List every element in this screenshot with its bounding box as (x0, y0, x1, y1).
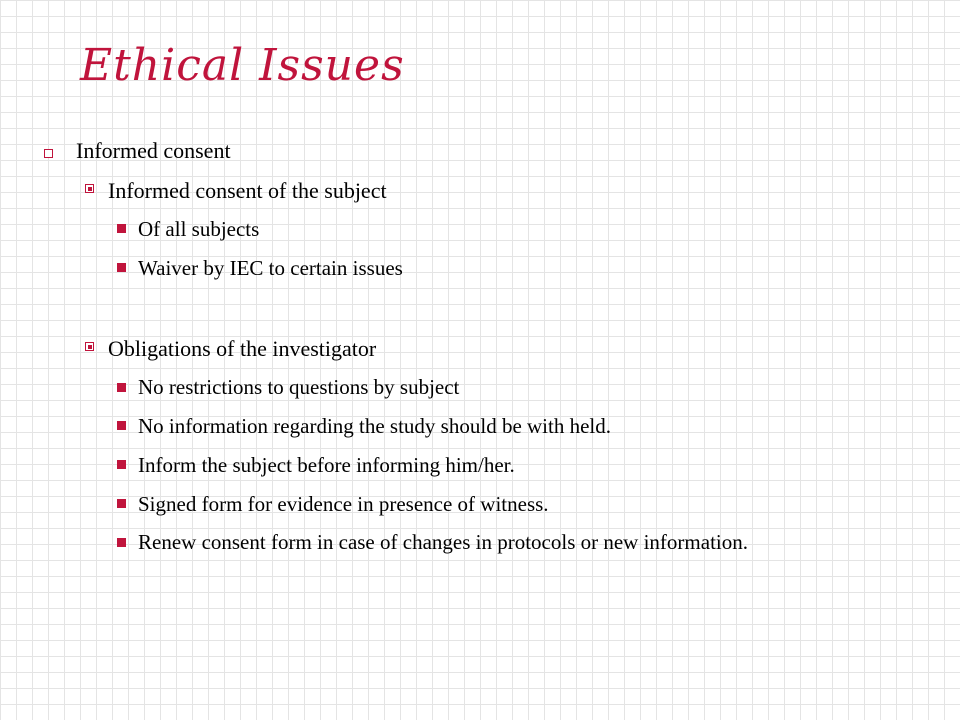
slide-title: Ethical Issues (80, 40, 405, 91)
filled-square-bullet-icon (85, 342, 94, 351)
square-bullet-icon (117, 263, 126, 272)
square-bullet-icon (117, 460, 126, 469)
bullet-level3: No information regarding the study should be with held. (138, 414, 612, 438)
bullet-level3: Signed form for evidence in presence of witness. (138, 492, 549, 516)
bullet-level1: Informed consent (76, 138, 231, 163)
square-bullet-icon (117, 499, 126, 508)
bullet-level3: Waiver by IEC to certain issues (138, 256, 403, 280)
filled-square-bullet-icon (85, 184, 94, 193)
square-bullet-icon (117, 538, 126, 547)
bullet-level2: Informed consent of the subject (108, 178, 387, 203)
square-bullet-icon (117, 421, 126, 430)
square-bullet-icon (117, 383, 126, 392)
square-bullet-icon (117, 224, 126, 233)
bullet-level3: No restrictions to questions by subject (138, 375, 460, 399)
bullet-level3: Of all subjects (138, 217, 260, 241)
bullet-level3: Inform the subject before informing him/her. (138, 453, 515, 477)
bullet-level2: Obligations of the investigator (108, 336, 377, 361)
bullet-level3: Renew consent form in case of changes in protocols or new information. (138, 530, 748, 554)
hollow-square-bullet-icon (44, 149, 53, 158)
